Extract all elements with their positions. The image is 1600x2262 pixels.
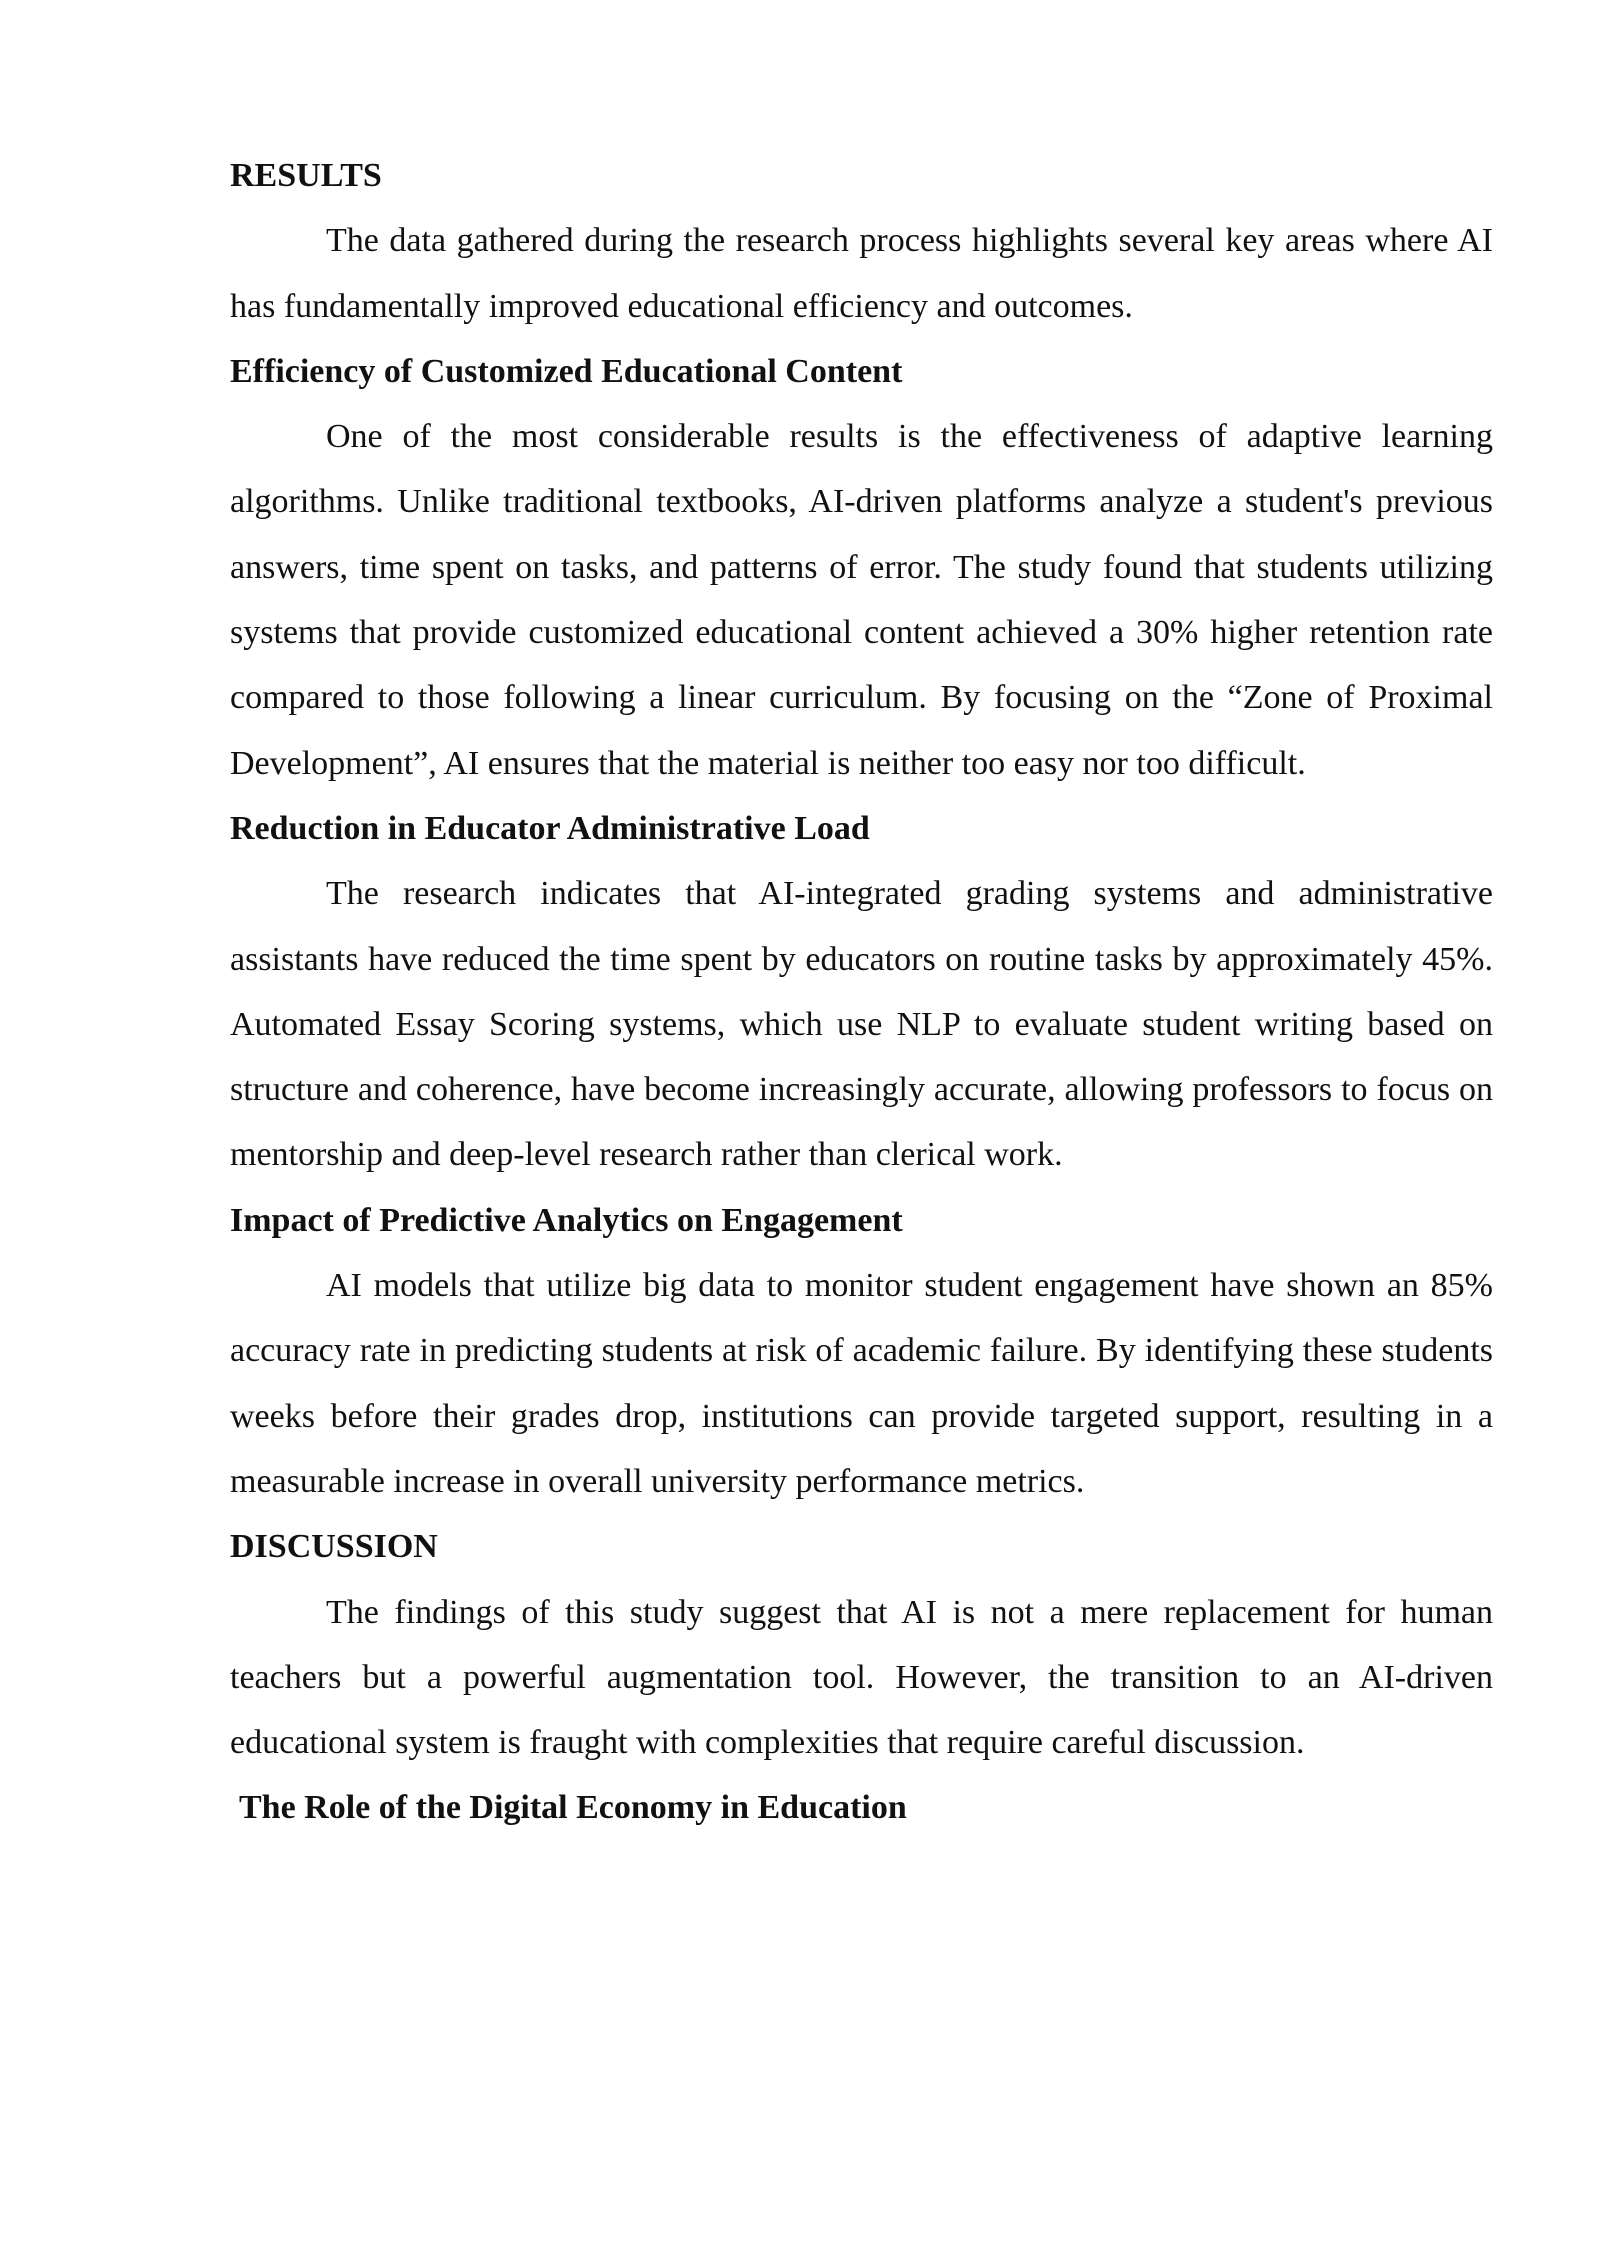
section-paragraph-customized-content: One of the most considerable results is the effectiveness of adaptive learning algorithms. Unlike traditional textbooks, AI-driven platforms analyze a student's previous answers, time spent on tasks, and patterns of error. The study found that students utilizing systems that provide customized educational content achieved a 30% higher retention rate compared to those following a linear curriculum. By focusing on the “Zone of Proximal Development”, AI ensures that the material is neither too easy nor too difficult.	[230, 418, 1493, 782]
section-heading-administrative-load: Reduction in Educator Administrative Load	[230, 809, 870, 847]
results-intro-paragraph: The data gathered during the research process highlights several key areas where AI has fundamentally improved educational efficiency and outcomes.	[230, 222, 1493, 325]
discussion-heading: DISCUSSION	[230, 1528, 438, 1566]
discussion-paragraph: The findings of this study suggest that AI is not a mere replacement for human teachers but a powerful augmentation tool. However, the transition to an AI-driven educational system is fraught with complexities that require careful discussion.	[230, 1593, 1493, 1762]
section-heading-customized-content: Efficiency of Customized Educational Content	[230, 352, 903, 390]
section-heading-predictive-analytics: Impact of Predictive Analytics on Engagement	[230, 1201, 903, 1239]
section-paragraph-administrative-load: The research indicates that AI-integrated grading systems and administrative assistants have reduced the time spent by educators on routine tasks by approximately 45%. Automated Essay Scoring systems, which use NLP to evaluate student writing based on structure and coherence, have become increasingly accurate, allowing professors to focus on mentorship and deep-level research rather than clerical work.	[230, 875, 1493, 1174]
section-paragraph-predictive-analytics: AI models that utilize big data to monitor student engagement have shown an 85% accuracy rate in predicting students at risk of academic failure. By identifying these students weeks before their grades drop, institutions can provide targeted support, resulting in a measurable increase in overall university performance metrics.	[230, 1267, 1493, 1500]
results-heading: RESULTS	[230, 157, 382, 194]
section-heading-digital-economy: The Role of the Digital Economy in Education	[239, 1789, 907, 1827]
document-page	[230, 143, 1493, 1841]
